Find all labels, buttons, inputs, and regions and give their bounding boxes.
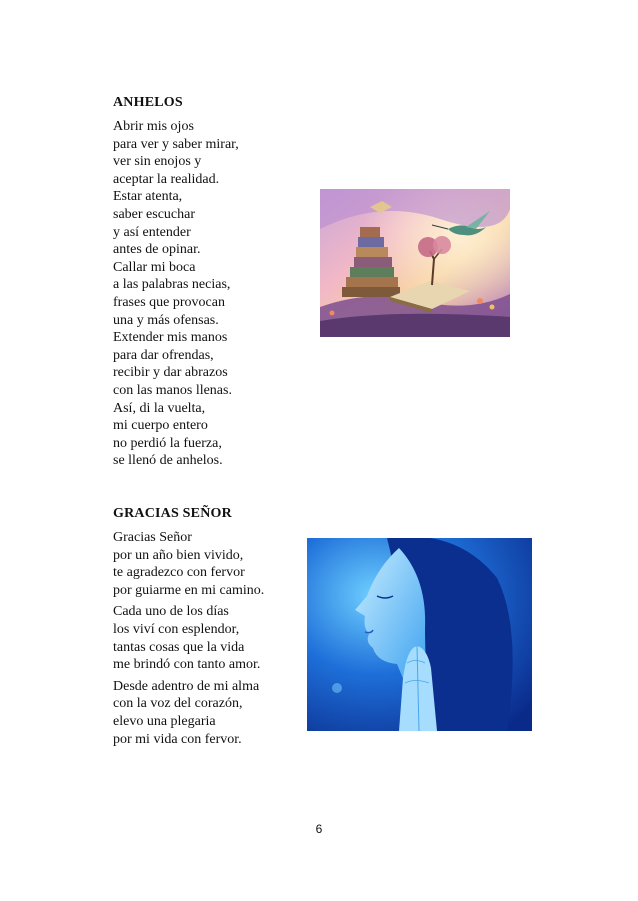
poem-line: Así, di la vuelta, — [113, 400, 206, 416]
poem-line: aceptar la realidad. — [113, 171, 220, 187]
poem-line: me brindó con tanto amor. — [113, 657, 261, 673]
poem-line: Extender mis manos — [113, 330, 228, 346]
stanza — [113, 678, 313, 748]
poem-line: frases que provocan — [113, 294, 225, 310]
poem-line: antes de opinar. — [113, 242, 201, 258]
poem-line: ver sin enojos y — [113, 154, 202, 170]
stanza — [113, 529, 313, 599]
poem-body-anhelos — [113, 118, 313, 470]
page-number: 6 — [315, 822, 323, 836]
poem-line: Desde adentro de mi alma — [113, 678, 260, 694]
stanza — [113, 603, 313, 673]
poem-line: Gracias Señor — [113, 530, 192, 545]
poem-line: a las palabras necias, — [113, 277, 231, 293]
poem-line: elevo una plegaria — [113, 713, 216, 729]
poem-line: por mi vida con fervor. — [113, 731, 242, 747]
poem-line: por un año bien vivido, — [113, 547, 244, 563]
poem-line: Callar mi boca — [113, 259, 196, 275]
poem-title-anhelos: ANHELOS — [113, 95, 183, 110]
poem-line: te agradezco con fervor — [113, 565, 245, 581]
poem-line: Cada uno de los días — [113, 604, 229, 620]
poem-line: con las manos llenas. — [113, 382, 232, 398]
stanza — [113, 118, 313, 470]
poem-line: tantas cosas que la vida — [113, 639, 245, 655]
poem-line: se llenó de anhelos. — [113, 453, 223, 469]
poem-line: recibir y dar abrazos — [113, 365, 228, 381]
poem-line: para ver y saber mirar, — [113, 136, 239, 152]
poem-line: para dar ofrendas, — [113, 347, 214, 363]
praying-woman-illustration — [307, 538, 532, 731]
poem-line: no perdió la fuerza, — [113, 435, 222, 451]
poem-line: con la voz del corazón, — [113, 696, 243, 712]
poem-title-gracias-senor: GRACIAS SEÑOR — [113, 506, 232, 521]
poem-line: saber escuchar — [113, 206, 196, 222]
poem-line: por guiarme en mi camino. — [113, 582, 265, 598]
poem-line: una y más ofensas. — [113, 312, 219, 328]
poem-body-gracias-senor — [113, 529, 313, 748]
poem-line: Abrir mis ojos — [113, 119, 194, 134]
poem-line: y así entender — [113, 224, 191, 240]
poem-line: Estar atenta, — [113, 189, 183, 205]
fantasy-books-hummingbird-illustration — [320, 189, 510, 337]
poem-line: mi cuerpo entero — [113, 418, 208, 434]
poem-line: los viví con esplendor, — [113, 621, 240, 637]
